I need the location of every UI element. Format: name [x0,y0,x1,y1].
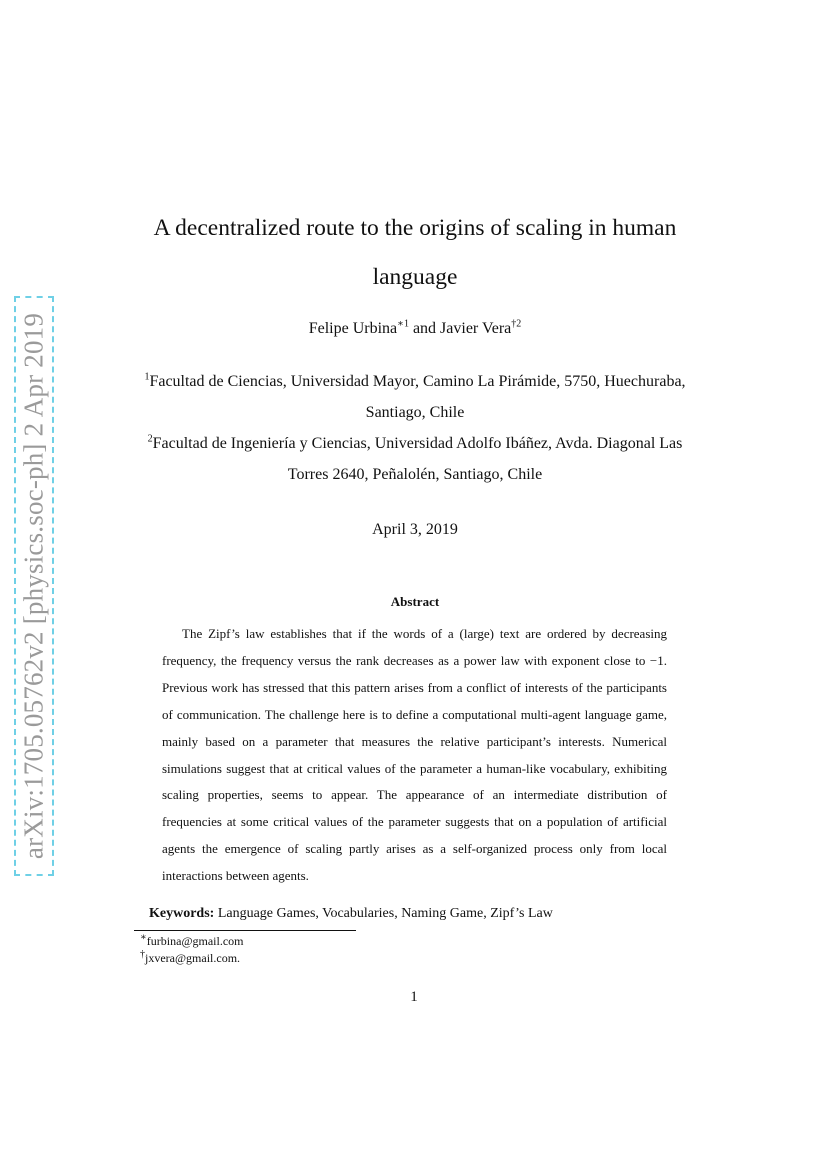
footnote [140,951,240,966]
page-number: 1 [410,989,418,1005]
publication-date: April 3, 2019 [372,521,458,538]
abstract-heading: Abstract [390,594,440,609]
keywords-label: Keywords: [149,906,215,921]
author-mark: ∗1 [397,318,409,330]
author-line [120,320,710,338]
footnote-email: jxvera@gmail.com. [145,951,241,965]
arxiv-identifier: arXiv:1705.05762v2 [physics.soc-ph] 2 Apr 2019 [18,312,49,860]
affiliation-mark: 1 [144,371,150,383]
footnote-email: furbina@gmail.com [146,934,244,948]
affiliation-text: Facultad de Ingeniería y Ciencias, Universidad Adolfo Ibáñez, Avda. Diagonal Las Torres 2640, Peñalolén, Santiago, Chile [152,435,683,483]
affiliation-text: Facultad de Ciencias, Universidad Mayor, Camino La Pirámide, 5750, Huechuraba, Santiago, Chile [149,373,686,421]
affiliation [130,366,700,428]
affiliation-mark: 2 [147,433,153,445]
keywords-line [149,906,553,922]
author-connector: and [408,320,441,337]
abstract-body: The Zipf’s law establishes that if the words of a (large) text are ordered by decreasing frequency, the frequency versus the rank decreases as a power law with exponent close to −1. Previous work has stressed that this pattern arises from a conflict of interests of the participants of communication. The challenge here is to define a computational multi-agent language game, mainly based on a parameter that measures the relative participant’s interests. Numerical simulations suggest that at critical values of the parameter a human-like vocabulary, exhibiting scaling properties, seems to appear. The appearance of an intermediate distribution of frequencies at some critical values of the parameter suggests that on a population of artificial agents the emergence of scaling partly arises as a self-organized process only from local interactions between agents. [162,626,667,884]
author-name: Felipe Urbina [308,320,398,337]
footnote-mark: ∗ [140,932,147,943]
keywords-text: Language Games, Vocabularies, Naming Game, Zipf’s Law [217,906,553,921]
affiliation [130,428,700,490]
author-mark: †2 [511,318,522,330]
footnote-mark: † [140,949,145,960]
paper-title: A decentralized route to the origins of scaling in human language [153,215,677,290]
footnote [140,934,244,949]
author-name: Javier Vera [440,320,512,337]
footnote-divider [134,930,356,931]
arxiv-side-stamp [14,296,54,876]
